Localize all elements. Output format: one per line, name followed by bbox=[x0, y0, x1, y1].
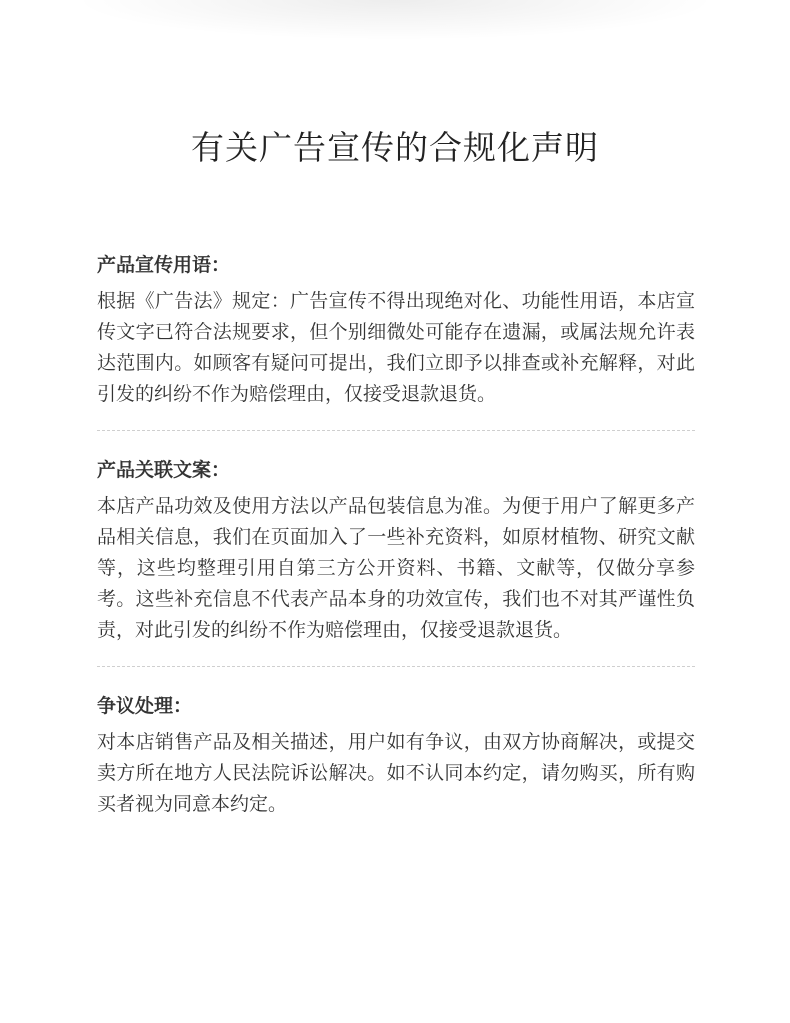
section-body: 对本店销售产品及相关描述，用户如有争议，由双方协商解决，或提交卖方所在地方人民法院诉讼解决。如不认同本约定，请勿购买，所有购买者视为同意本约定。 bbox=[97, 731, 695, 815]
dashed-divider bbox=[97, 430, 695, 431]
section-product-promotion-terms bbox=[97, 250, 695, 410]
page-title: 有关广告宣传的合规化声明 bbox=[191, 128, 599, 167]
top-shadow-decoration bbox=[0, 0, 790, 60]
section-body: 根据《广告法》规定：广告宣传不得出现绝对化、功能性用语，本店宣传文字已符合法规要求，但个别细微处可能存在遗漏，或属法规允许表达范围内。如顾客有疑问可提出，我们立即予以排查或补充解释，对此引发的纠纷不作为赔偿理由，仅接受退款退货。 bbox=[97, 290, 695, 405]
section-body: 本店产品功效及使用方法以产品包装信息为准。为便于用户了解更多产品相关信息，我们在页面加入了一些补充资料，如原材植物、研究文献等，这些均整理引用自第三方公开资料、书籍、文献等，仅做分享参考。这些补充信息不代表产品本身的功效宣传，我们也不对其严谨性负责，对此引发的纠纷不作为赔偿理由，仅接受退款退货。 bbox=[97, 495, 695, 641]
section-heading: 产品宣传用语： bbox=[97, 254, 231, 276]
section-heading: 争议处理： bbox=[97, 695, 193, 717]
dashed-divider bbox=[97, 666, 695, 667]
statement-content bbox=[97, 250, 695, 820]
section-product-related-copy bbox=[97, 455, 695, 646]
section-heading: 产品关联文案： bbox=[97, 459, 231, 481]
section-dispute-handling bbox=[97, 691, 695, 820]
